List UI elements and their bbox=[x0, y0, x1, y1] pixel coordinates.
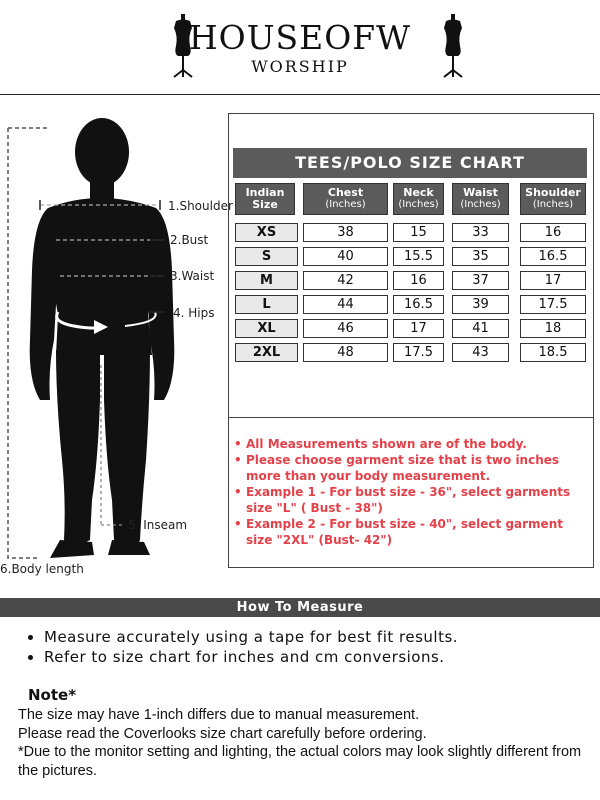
shoulder-value-cell: 17 bbox=[520, 271, 586, 290]
brand-logo bbox=[0, 18, 600, 76]
label-inseam: 5. Inseam bbox=[128, 518, 188, 532]
how-to-measure-bar: How To Measure bbox=[0, 598, 600, 617]
neck-value-cell: 15 bbox=[393, 223, 444, 242]
chest-value-cell: 40 bbox=[303, 247, 388, 266]
chest-value-cell: 46 bbox=[303, 319, 388, 338]
neck-value-cell: 16.5 bbox=[393, 295, 444, 314]
label-body-length: 6.Body length bbox=[0, 562, 84, 576]
brand-subtitle: WORSHIP bbox=[251, 57, 349, 76]
header-chest: Chest (Inches) bbox=[303, 183, 388, 215]
note-title: Note* bbox=[28, 686, 77, 704]
label-hips: 4. Hips bbox=[173, 306, 215, 320]
size-label-cell: S bbox=[235, 247, 298, 266]
header-shoulder: Shoulder (Inches) bbox=[520, 183, 586, 215]
size-label-cell: XL bbox=[235, 319, 298, 338]
waist-value-cell: 41 bbox=[452, 319, 509, 338]
header-size: Indian Size bbox=[235, 183, 295, 215]
header-neck: Neck (Inches) bbox=[393, 183, 444, 215]
size-label-cell: M bbox=[235, 271, 298, 290]
body-measure-figure bbox=[0, 100, 235, 590]
neck-value-cell: 16 bbox=[393, 271, 444, 290]
label-bust: 2.Bust bbox=[170, 233, 209, 247]
measure-tips bbox=[28, 627, 588, 667]
chest-value-cell: 38 bbox=[303, 223, 388, 242]
waist-value-cell: 37 bbox=[452, 271, 509, 290]
shoulder-value-cell: 18 bbox=[520, 319, 586, 338]
note-item: • Example 2 - For bust size - 40", select garment size "2XL" (Bust- 42") bbox=[246, 516, 592, 548]
shoulder-value-cell: 18.5 bbox=[520, 343, 586, 362]
note-line: The size may have 1-inch differs due to manual measurement. bbox=[18, 707, 420, 723]
tip-item: • Measure accurately using a tape for best fit results. bbox=[44, 627, 588, 647]
waist-value-cell: 35 bbox=[452, 247, 509, 266]
chart-title: TEES/POLO SIZE CHART bbox=[233, 148, 587, 178]
neck-value-cell: 15.5 bbox=[393, 247, 444, 266]
note-item: • Example 1 - For bust size - 36", select garments size "L" ( Bust - 38") bbox=[246, 484, 592, 516]
label-shoulder: 1.Shoulder bbox=[168, 199, 233, 213]
neck-value-cell: 17.5 bbox=[393, 343, 444, 362]
tip-item: • Refer to size chart for inches and cm conversions. bbox=[44, 647, 588, 667]
chest-value-cell: 44 bbox=[303, 295, 388, 314]
note-line: Please read the Coverlooks size chart carefully before ordering. bbox=[18, 725, 427, 742]
note-line: *Due to the monitor setting and lighting, the actual colors may look slightly different from the pictures. bbox=[18, 744, 582, 779]
notes-list bbox=[232, 436, 592, 548]
waist-value-cell: 39 bbox=[452, 295, 509, 314]
size-label-cell: 2XL bbox=[235, 343, 298, 362]
note-item: • Please choose garment size that is two inches more than your body measurement. bbox=[246, 452, 592, 484]
note-body bbox=[18, 706, 588, 780]
neck-value-cell: 17 bbox=[393, 319, 444, 338]
shoulder-value-cell: 16.5 bbox=[520, 247, 586, 266]
panel-divider bbox=[228, 417, 594, 418]
header-divider bbox=[0, 94, 600, 95]
chest-value-cell: 48 bbox=[303, 343, 388, 362]
waist-value-cell: 43 bbox=[452, 343, 509, 362]
waist-value-cell: 33 bbox=[452, 223, 509, 242]
size-label-cell: XS bbox=[235, 223, 298, 242]
brand-name: HOUSEOFW bbox=[188, 18, 412, 57]
label-waist: 3.Waist bbox=[170, 269, 215, 283]
size-label-cell: L bbox=[235, 295, 298, 314]
note-item: • All Measurements shown are of the body. bbox=[246, 436, 592, 452]
shoulder-value-cell: 17.5 bbox=[520, 295, 586, 314]
chest-value-cell: 42 bbox=[303, 271, 388, 290]
mannequin-illustration bbox=[0, 100, 235, 590]
header-waist: Waist (Inches) bbox=[452, 183, 509, 215]
shoulder-value-cell: 16 bbox=[520, 223, 586, 242]
